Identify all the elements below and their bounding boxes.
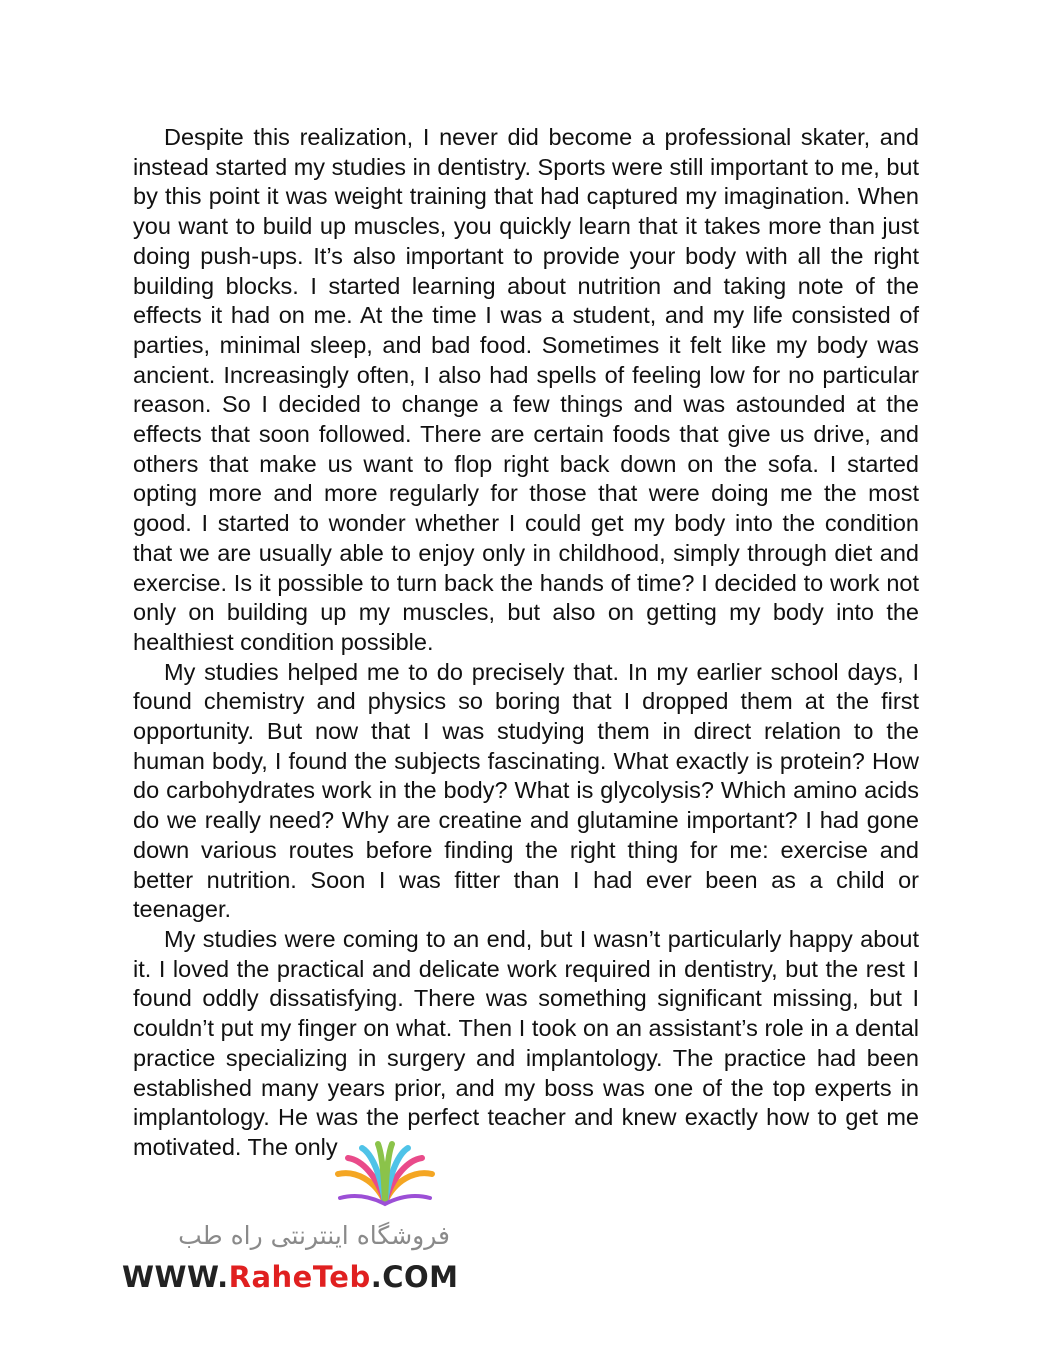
watermark (120, 1140, 460, 1300)
watermark-persian-text: فروشگاه اینترنتی راه طب (178, 1221, 450, 1250)
url-suffix: .COM (370, 1260, 459, 1294)
paragraph-2: My studies helped me to do precisely that. In my earlier school days, I found chemistry and physics so boring that I dropped them at the first opportunity. But now that I was studying them in direct relation to the human body, I found the subjects fascinating. What exactly is protein? How do carbohydrates work in the body? What is glycolysis? Which amino acids do we really need? Why are creatine and glutamine important? I had gone down various routes before finding the right thing for me: exercise and better nutrition. Soon I was fitter than I had ever been as a child or teenager. (133, 658, 919, 923)
watermark-url (122, 1260, 459, 1294)
paragraph-3: My studies were coming to an end, but I wasn’t particularly happy about it. I loved the practical and delicate work required in dentistry, but the rest I found oddly dissatisfying. There was something significant missing, but I couldn’t put my finger on what. Then I took on an assistant’s role in a dental practice specializing in surgery and implantology. The practice had been established many years prior, and my boss was one of the top experts in implantology. He was the perfect teacher and knew exactly how to get me motivated. The only (133, 925, 919, 1160)
body-text (133, 123, 919, 1163)
open-book-logo-icon (330, 1140, 440, 1210)
paragraph-1: Despite this realization, I never did become a professional skater, and instead started my studies in dentistry. Sports were still important to me, but by this point it was weight training that had captured my imagination. When you want to build up muscles, you quickly learn that it takes more than just doing push-ups. It’s also important to provide your body with all the right building blocks. I started learning about nutrition and taking note of the effects it had on me. At the time I was a student, and my life consisted of parties, minimal sleep, and bad food. Sometimes it felt like my body was ancient. Increasingly often, I also had spells of feeling low for no particular reason. So I decided to change a few things and was astounded at the effects that soon followed. There are certain foods that give us drive, and others that make us want to flop right back down on the sofa. I started opting more and more regularly for those that were doing me the most good. I started to wonder whether I could get my body into the condition that we are usually able to enjoy only in childhood, simply through diet and exercise. Is it possible to turn back the hands of time? I decided to work not only on building up my muscles, but also on getting my body into the healthiest condition possible. (133, 124, 919, 655)
url-prefix: WWW. (122, 1260, 229, 1294)
url-brand: RaheTeb (228, 1260, 371, 1294)
